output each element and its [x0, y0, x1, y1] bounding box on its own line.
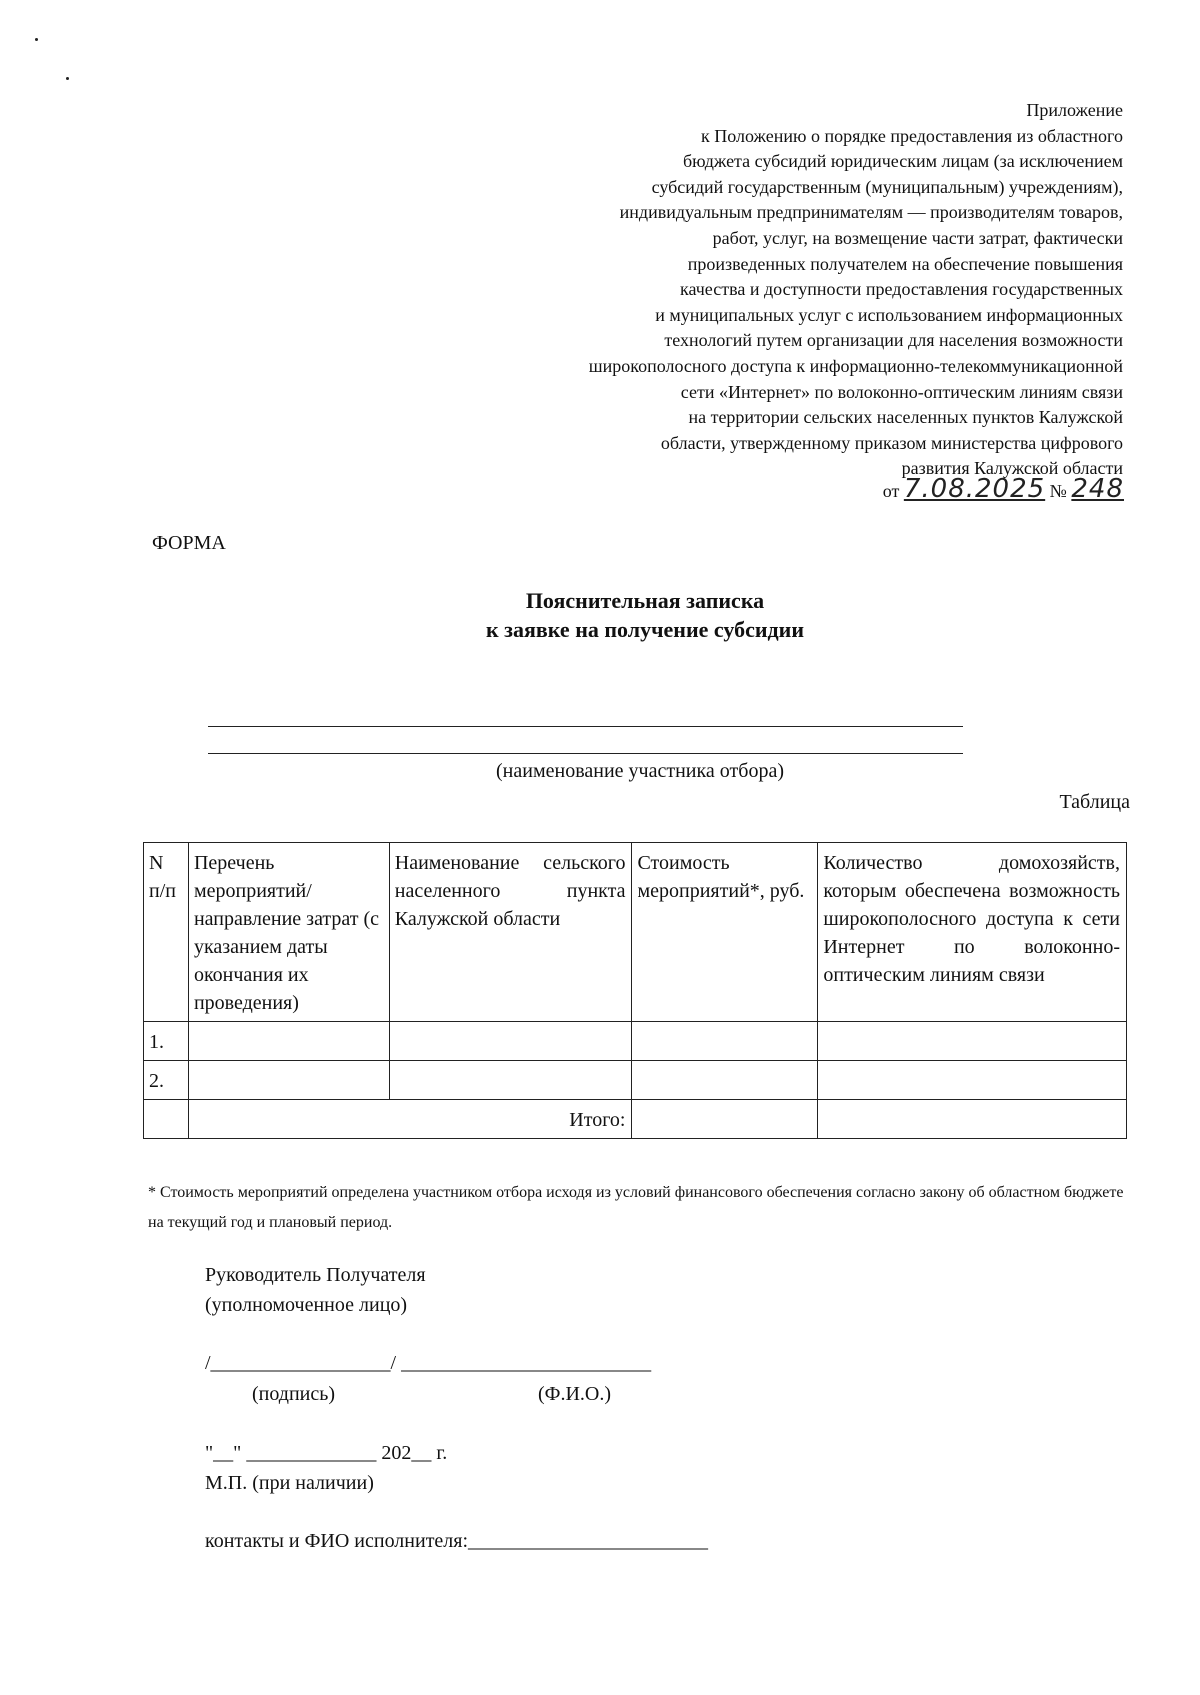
appendix-line: к Положению о порядке предоставления из областного	[701, 125, 1123, 146]
head-title: Руководитель Получателя	[205, 1264, 426, 1286]
row-num: 1.	[144, 1022, 189, 1061]
table-cell[interactable]	[818, 1022, 1127, 1061]
appendix-line: работ, услуг, на возмещение части затрат, фактически	[712, 227, 1123, 248]
document-title	[0, 586, 1200, 644]
table-total-row	[144, 1100, 1127, 1139]
participant-name-line[interactable]	[208, 753, 963, 754]
signature-line[interactable]: /__________________/ _________________________	[205, 1352, 652, 1374]
table-cell[interactable]	[188, 1022, 389, 1061]
table-row	[144, 1022, 1127, 1061]
scan-speck	[35, 38, 38, 41]
table-cell	[144, 1100, 189, 1139]
head-subtitle: (уполномоченное лицо)	[205, 1294, 408, 1316]
appendix-line: бюджета субсидий юридическим лицам (за исключением	[683, 151, 1123, 172]
total-cost-cell[interactable]	[632, 1100, 818, 1139]
appendix-line: субсидий государственным (муниципальным) учреждениям),	[651, 176, 1123, 197]
title-line: Пояснительная записка	[525, 588, 765, 613]
appendix-line: и муниципальных услуг с использованием информационных	[655, 304, 1123, 325]
participant-name-line[interactable]	[208, 726, 963, 727]
table-label: Таблица	[1059, 791, 1130, 813]
signing-date-line[interactable]: "__" _____________ 202__ г.	[205, 1442, 448, 1464]
table-header-row	[144, 843, 1127, 1022]
participant-caption: (наименование участника отбора)	[496, 760, 784, 782]
header-num: N п/п	[144, 843, 189, 1022]
cost-footnote: * Стоимость мероприятий определена участником отбора исходя из условий финансового обеспечения согласно закону об областном бюджете на текущий год и плановый период.	[148, 1184, 1124, 1231]
appendix-line: технологий путем организации для населения возможности	[664, 330, 1123, 351]
stamp-label: М.П. (при наличии)	[205, 1472, 374, 1494]
table-row	[144, 1061, 1127, 1100]
expenses-table	[143, 842, 1127, 1139]
appendix-line: качества и доступности предоставления государственных	[680, 279, 1123, 300]
signature-caption: (подпись)	[252, 1383, 336, 1405]
handwritten-number: 248	[1071, 474, 1124, 504]
table-cell[interactable]	[389, 1022, 632, 1061]
handwritten-date: 7.08.2025	[903, 474, 1046, 504]
header-households: Количество домохозяйств, которым обеспечена возможность широкополосного доступа к сети Интернет по волоконно-оптическим линиям связи	[818, 843, 1127, 1022]
header-activities: Перечень мероприятий/ направление затрат (с указанием даты окончания их проведения)	[188, 843, 389, 1022]
total-label: Итого:	[188, 1100, 632, 1139]
header-settlement: Наименование сельского населенного пункта Калужской области	[389, 843, 632, 1022]
contacts-line[interactable]: контакты и ФИО исполнителя:________________________	[205, 1530, 709, 1552]
appendix-line: Приложение	[1026, 100, 1123, 120]
date-prefix: от	[882, 481, 900, 501]
table-cell[interactable]	[818, 1061, 1127, 1100]
form-label: ФОРМА	[152, 532, 226, 554]
total-households-cell[interactable]	[818, 1100, 1127, 1139]
title-line: к заявке на получение субсидии	[486, 617, 804, 642]
appendix-line: области, утвержденному приказом министерства цифрового	[660, 432, 1123, 453]
appendix-line: развития Калужской области	[901, 458, 1123, 479]
appendix-line: широкополосного доступа к информационно-телекоммуникационной	[588, 355, 1123, 376]
row-num: 2.	[144, 1061, 189, 1100]
table-cell[interactable]	[389, 1061, 632, 1100]
appendix-line: сети «Интернет» по волоконно-оптическим линиям связи	[680, 381, 1123, 402]
appendix-header	[403, 98, 1123, 482]
header-cost: Стоимость мероприятий*, руб.	[632, 843, 818, 1022]
number-prefix: №	[1049, 481, 1067, 501]
table-cell[interactable]	[632, 1022, 818, 1061]
appendix-line: произведенных получателем на обеспечение повышения	[687, 253, 1123, 274]
appendix-line: индивидуальным предпринимателям — производителям товаров,	[619, 202, 1123, 223]
table-cell[interactable]	[632, 1061, 818, 1100]
order-date-number	[883, 474, 1124, 504]
appendix-line: на территории сельских населенных пунктов Калужской	[688, 407, 1123, 428]
table-cell[interactable]	[188, 1061, 389, 1100]
scan-speck	[66, 77, 69, 80]
fio-caption: (Ф.И.О.)	[538, 1383, 612, 1405]
